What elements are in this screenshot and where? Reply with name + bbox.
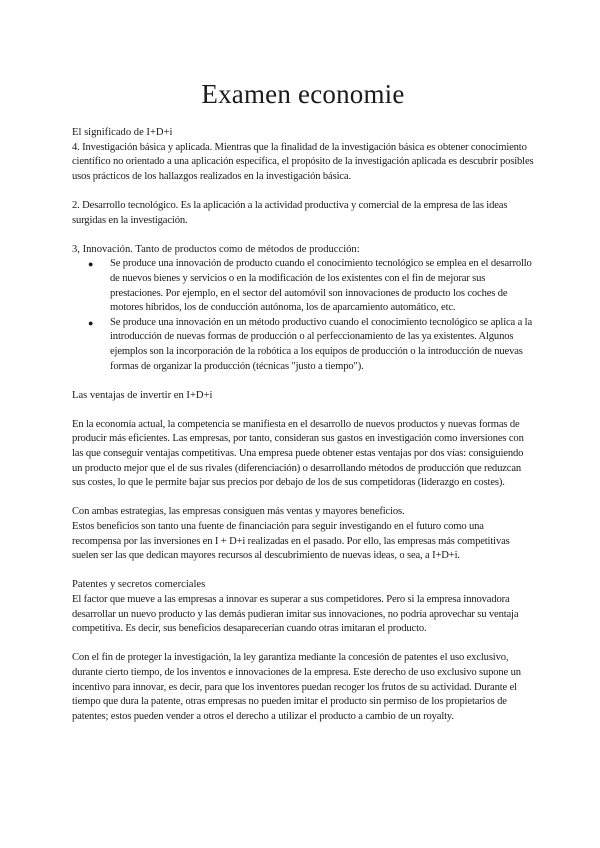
list-item [72, 316, 534, 374]
paragraph-gap [72, 637, 534, 652]
bullet-icon: ● [88, 259, 94, 270]
innovation-bullet-list [72, 257, 534, 374]
paragraph-estrategias: Con ambas estrategias, las empresas consiguen más ventas y mayores beneficios. [72, 506, 405, 518]
paragraph-gap [72, 374, 534, 389]
paragraph-gap [72, 491, 534, 506]
paragraph-gap [72, 184, 534, 199]
section-heading-ventajas: Las ventajas de invertir en I+D+i [72, 389, 213, 401]
section-heading-patentes: Patentes y secretos comerciales [72, 579, 206, 591]
list-item [72, 257, 534, 315]
paragraph-gap [72, 403, 534, 418]
paragraph-desarrollo: 2. Desarrollo tecnológico. Es la aplicación a la actividad productiva y comercial de la empresa de las ideas surgidas en la investigación. [72, 199, 508, 226]
paragraph-innovacion: 3, Innovación. Tanto de productos como de métodos de producción: [72, 243, 360, 255]
document-title: Examen economie [201, 79, 405, 109]
paragraph-gap [72, 228, 534, 243]
paragraph-economia-actual: En la economía actual, la competencia se manifiesta en el desarrollo de nuevos productos y nuevas formas de producir más eficientes. Las empresas, por tanto, consideran sus gastos en investigación como inversiones con las que conseguir ventajas competitivas. Una empresa puede obtener estas ventajas por dos vías: consiguiendo un producto mejor que el de sus rivales (diferenciación) o desarrollando métodos de producción que reduzcan sus costes, lo que le permite bajar sus precios por debajo de los de sus competidoras (liderazgo en costes). [72, 418, 524, 489]
bullet-icon: ● [88, 317, 94, 328]
section-heading-significado: El significado de I+D+i [72, 127, 173, 138]
paragraph-beneficios: Estos beneficios son tanto una fuente de financiación para seguir investigando en el futuro como una recompensa por las inversiones en I + D+i realizadas en el pasado. Por ello, las empresas más competitivas suelen ser las que dedican mayores recursos al descubrimiento de nuevas ideas, o sea, a I+D+i. [72, 521, 510, 562]
document-body [72, 126, 534, 724]
paragraph-proteger: Con el fin de proteger la investigación, la ley garantiza mediante la concesión de patentes el uso exclusivo, durante cierto tiempo, de los inventos e innovaciones de la empresa. Este derecho de uso exclusivo supone un incentivo para innovar, es decir, para que los inventores puedan recoger los frutos de su actividad. Durante el tiempo que dura la patente, otras empresas no pueden imitar el producto sin permiso de los propietarios de patentes; estos pueden vender a otros el derecho a utilizar el producto a cambio de un royalty. [72, 652, 521, 722]
list-item-text: Se produce una innovación en un método productivo cuando el conocimiento tecnológico se aplica a la introducción de nuevas formas de producción o al perfeccionamiento de las ya existentes. Algunos ejemplos son la incorporación de la robótica a los equipos de producción o la introducción de nuevas formas de organizar la producción (técnicas "justo a tiempo"). [110, 316, 533, 372]
document-page [72, 0, 534, 724]
paragraph-gap [72, 564, 534, 579]
paragraph-investigacion: 4. Investigación básica y aplicada. Mientras que la finalidad de la investigación básica es obtener conocimiento científico no orientado a una aplicación específica, el propósito de la investigación aplicada es descubrir posibles usos prácticos de los hallazgos realizados en la investigación básica. [72, 141, 534, 182]
paragraph-factor: El factor que mueve a las empresas a innovar es superar a sus competidores. Pero si la empresa innovadora desarrollar un nuevo producto y las demás pudieran imitar sus innovaciones, no podría aprovechar su ventaja competitiva. Es decir, sus beneficios desaparecerían cuando otras imitaran el producto. [72, 594, 519, 635]
list-item-text: Se produce una innovación de producto cuando el conocimiento tecnológico se emplea en el desarrollo de nuevos bienes y servicios o en la modificación de los existentes con el fin de mejorar sus prestaciones. Por ejemplo, en el sector del automóvil son innovaciones de producto los coches de motores híbridos, los de conducción autónoma, los de aparcamiento automático, etc. [110, 258, 532, 314]
